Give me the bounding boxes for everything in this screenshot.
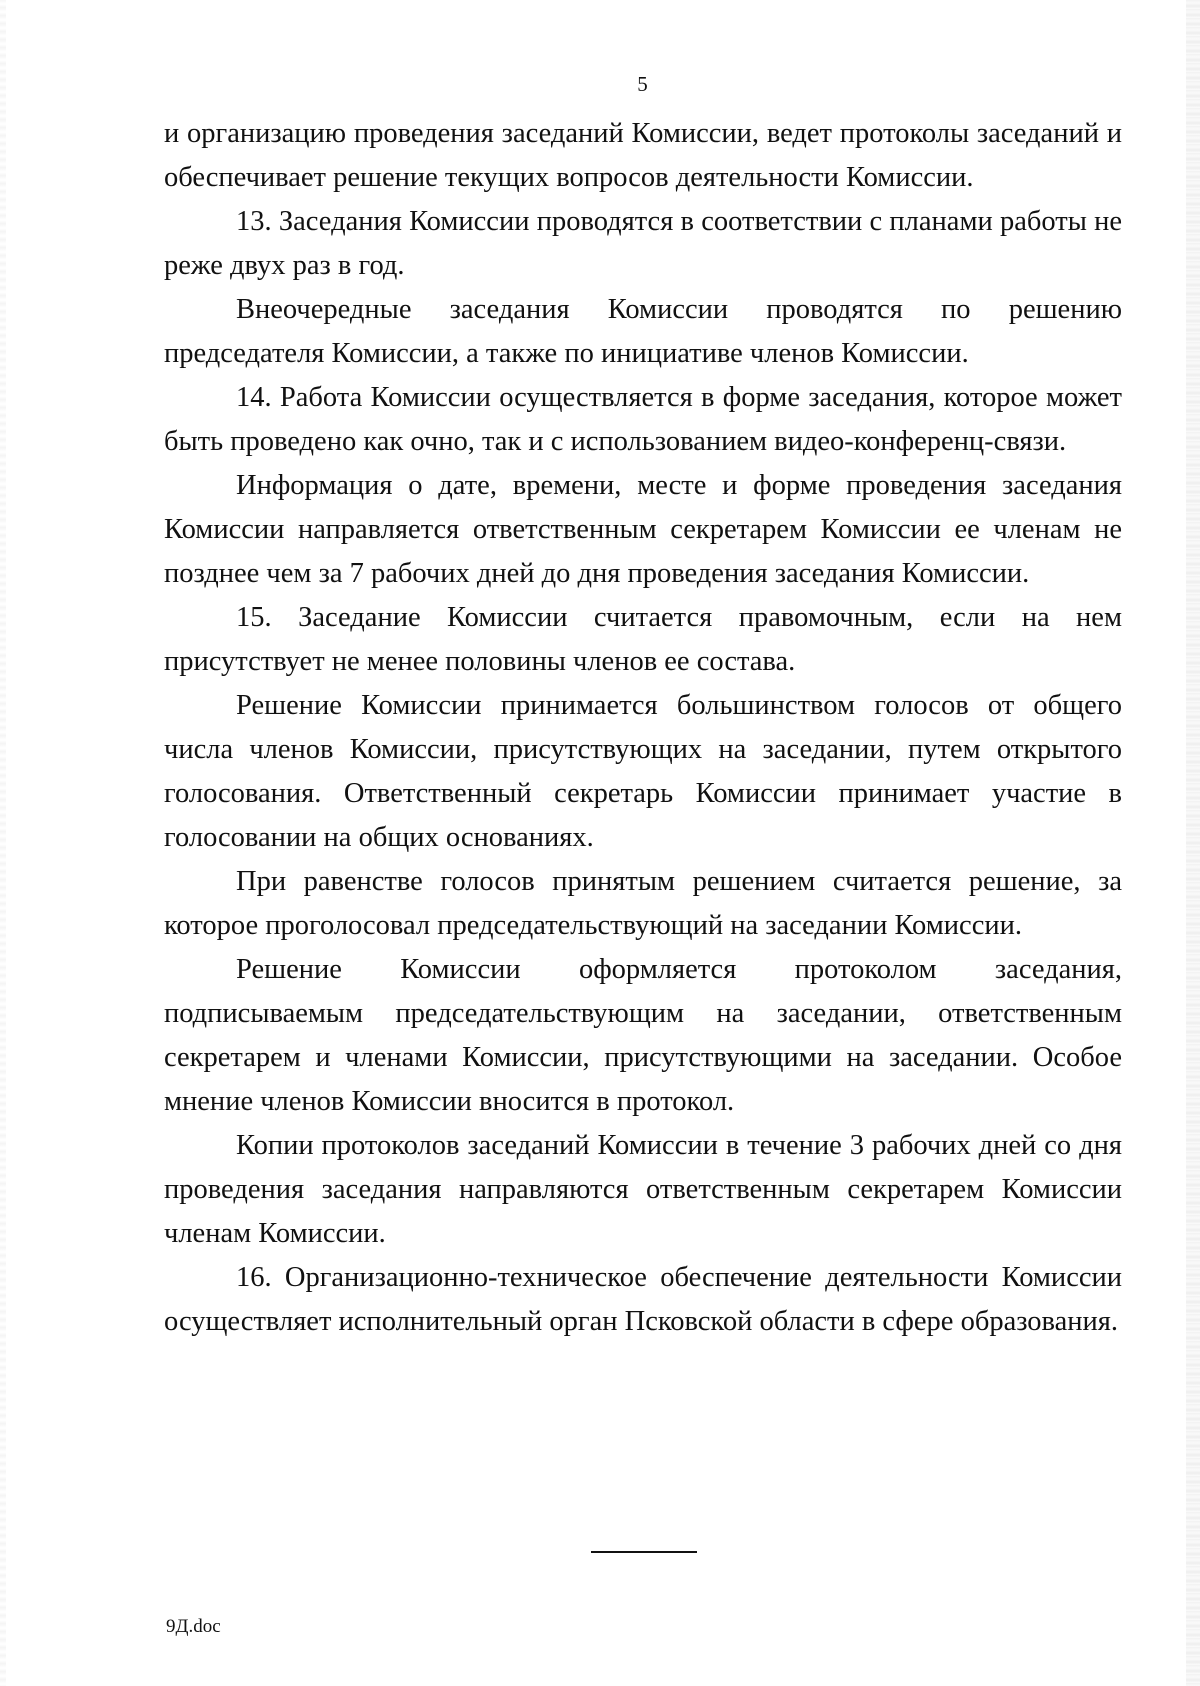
paragraph-protocol-copies: Копии протоколов заседаний Комиссии в течение 3 рабочих дней со дня проведения заседания направляются ответственным секретарем Комиссии членам Комиссии. xyxy=(164,1130,1122,1249)
paragraph-tie-vote: При равенстве голосов принятым решением считается решение, за которое проголосовал председательствующий на заседании Комиссии. xyxy=(164,866,1122,941)
paragraph-decision-protocol: Решение Комиссии оформляется протоколом заседания, подписываемым председательствующим на заседании, ответственным секретарем и членами Комиссии, присутствующими на заседании. Особое мнение членов Комиссии вносится в протокол. xyxy=(164,954,1122,1117)
scan-edge-right xyxy=(1186,0,1200,1686)
page-number: 5 xyxy=(637,72,648,96)
scan-edge-left xyxy=(0,0,6,1686)
paragraph-item-15: 15. Заседание Комиссии считается правомочным, если на нем присутствует не менее половины членов ее состава. xyxy=(164,602,1122,677)
paragraph-extraordinary-meetings: Внеочередные заседания Комиссии проводятся по решению председателя Комиссии, а также по инициативе членов Комиссии. xyxy=(164,294,1122,369)
paragraph-continuation: и организацию проведения заседаний Комиссии, ведет протоколы заседаний и обеспечивает решение текущих вопросов деятельности Комиссии. xyxy=(164,118,1122,193)
paragraph-meeting-information: Информация о дате, времени, месте и форме проведения заседания Комиссии направляется ответственным секретарем Комиссии ее членам не позднее чем за 7 рабочих дней до дня проведения заседания Комиссии. xyxy=(164,470,1122,589)
footer-filename: 9Д.doc xyxy=(166,1616,221,1637)
paragraph-item-13: 13. Заседания Комиссии проводятся в соответствии с планами работы не реже двух раз в год. xyxy=(164,206,1122,281)
paragraph-item-14: 14. Работа Комиссии осуществляется в форме заседания, которое может быть проведено как очно, так и с использованием видео-конференц-связи. xyxy=(164,382,1122,457)
paragraph-decision-voting: Решение Комиссии принимается большинством голосов от общего числа членов Комиссии, присутствующих на заседании, путем открытого голосования. Ответственный секретарь Комиссии принимает участие в голосовании на общих основаниях. xyxy=(164,690,1122,853)
document-body xyxy=(164,112,1122,1344)
paragraph-item-16: 16. Организационно-техническое обеспечение деятельности Комиссии осуществляет исполнительный орган Псковской области в сфере образования. xyxy=(164,1262,1122,1337)
end-separator-line xyxy=(591,1551,697,1553)
